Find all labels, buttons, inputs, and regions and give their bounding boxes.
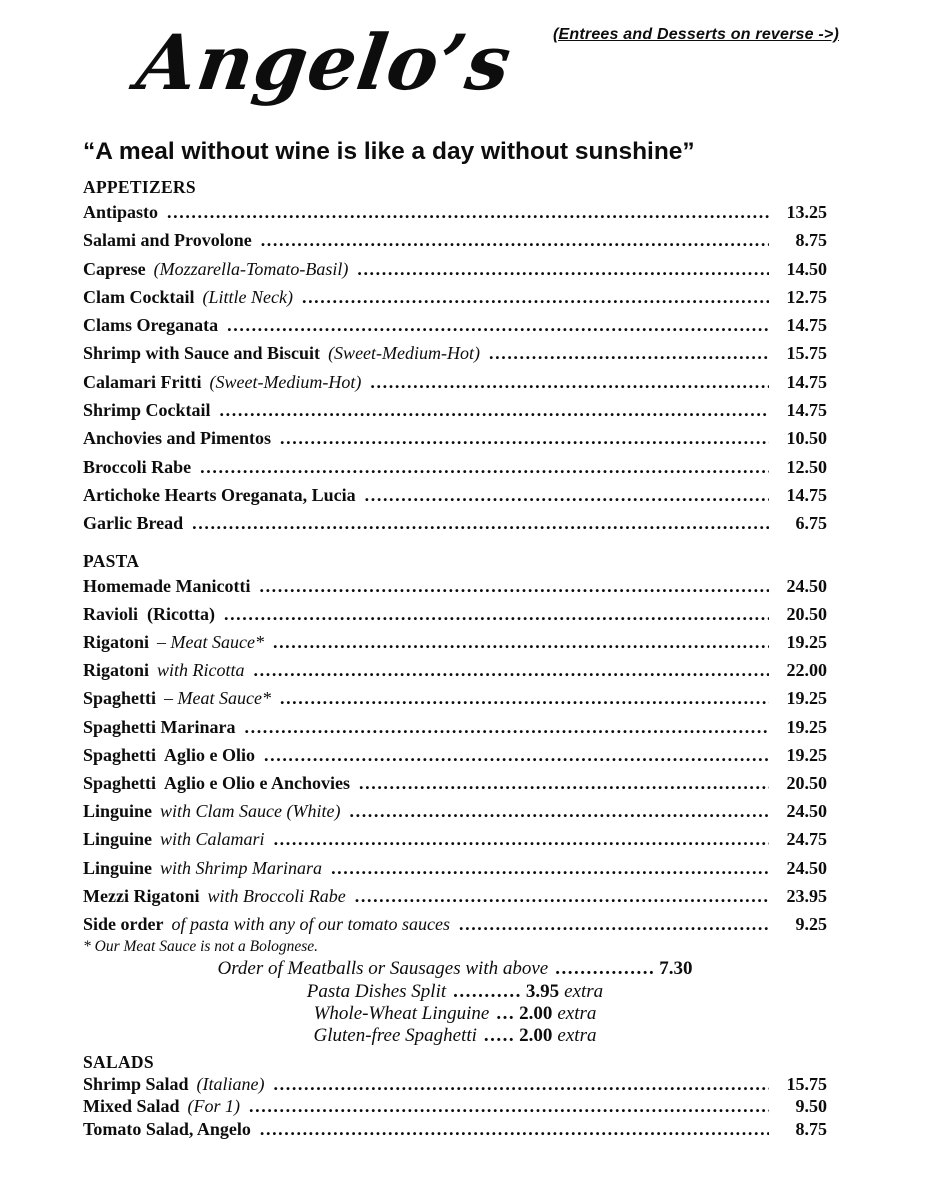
item-price: 6.75 [795,513,827,534]
menu-item-row [83,910,827,938]
menu-item-row [83,741,827,769]
menu-item-row [83,481,827,509]
menu-item-row [83,600,827,628]
extra-label: Pasta Dishes Split [306,980,447,1002]
item-name: Artichoke Hearts Oreganata, Lucia [83,484,356,505]
item-note: with Clam Sauce (White) [160,801,341,822]
extra-price: 7.30 [659,958,693,980]
item-name: Calamari Fritti [83,371,202,392]
item-price: 19.25 [786,716,827,737]
item-name: Spaghetti [83,688,157,709]
item-note: of pasta with any of our tomato sauces [171,914,450,934]
dot-leader [459,910,769,938]
item-price: 8.75 [795,230,827,251]
menu-rows [83,572,827,939]
item-name: Mixed Salad [83,1096,180,1117]
menu-item-row [83,424,827,452]
dot-leader [280,424,769,452]
item-price: 15.75 [786,1073,827,1094]
menu-item-row [83,825,827,853]
menu-sections [83,176,827,1140]
extra-label: Whole-Wheat Linguine [313,1003,490,1025]
item-name: Clam Cocktail [83,286,195,307]
extra-suffix: extra [564,980,604,1002]
dot-leader [274,1073,769,1095]
menu-item-row [83,1095,827,1117]
dot-leader [245,713,770,741]
menu-rows [83,1073,827,1140]
item-note: (Mozzarella-Tomato-Basil) [153,258,349,279]
section-title: APPETIZERS [83,177,196,197]
item-note: (Sweet-Medium-Hot) [209,371,362,392]
item-name: Garlic Bread [83,513,184,534]
item-name: Homemade Manicotti [83,575,251,596]
item-note: (For 1) [187,1096,241,1117]
section-title: SALADS [83,1051,154,1072]
menu-item-row [83,1118,827,1140]
dot-leader [259,572,769,600]
dot-leader [264,741,769,769]
tagline: “A meal without wine is like a day without sunshine” [83,138,695,165]
extra-dot-leader: ........... [453,980,522,1002]
dot-leader [355,882,769,910]
item-price: 19.25 [786,631,827,652]
section-title: PASTA [83,550,140,571]
dot-leader [280,684,769,712]
menu-item-row [83,769,827,797]
item-price: 9.25 [795,914,827,934]
menu-item-row [83,1073,827,1095]
extra-price: 3.95 [525,980,560,1002]
item-name: Linguine [83,801,153,822]
item-name: Salami and Provolone [83,230,252,251]
dot-leader [167,198,769,226]
dot-leader [261,226,769,254]
extra-dot-leader: ................ [555,958,656,980]
dot-leader [365,481,769,509]
item-name: Ravioli (Ricotta) [83,603,215,624]
dot-leader [273,628,769,656]
extra-label: Order of Meatballs or Sausages with above [217,958,549,980]
item-name: Clams Oreganata [83,315,219,336]
dot-leader [302,283,769,311]
dot-leader [254,656,769,684]
menu-content [83,138,827,1140]
extra-price: 2.00 [519,1025,553,1047]
item-name: Linguine [83,829,153,850]
extra-dot-leader: ..... [483,1025,516,1047]
item-price: 20.50 [786,603,827,624]
dot-leader [370,368,769,396]
dot-leader [224,600,769,628]
item-price: 22.00 [786,660,827,681]
item-price: 14.75 [786,400,827,421]
dot-leader [357,255,769,283]
menu-item-row [83,854,827,882]
menu-item-row [83,656,827,684]
dot-leader [227,311,769,339]
item-price: 15.75 [786,343,827,364]
item-price: 24.50 [786,801,827,822]
item-note: – Meat Sauce* [164,688,271,709]
menu-item-row [83,453,827,481]
item-name: Spaghetti Marinara [83,716,236,737]
meat-sauce-footnote: * Our Meat Sauce is not a Bolognese. [83,938,319,956]
item-price: 10.50 [786,428,827,449]
item-price: 12.75 [786,286,827,307]
menu-rows [83,198,827,538]
item-note: (Sweet-Medium-Hot) [328,343,481,364]
item-name: Broccoli Rabe [83,456,192,477]
item-price: 13.25 [786,202,827,222]
item-price: 14.75 [786,371,827,392]
item-name: Shrimp Salad [83,1073,189,1094]
dot-leader [359,769,769,797]
extra-dot-leader: ... [496,1003,516,1025]
item-name: Shrimp with Sauce and Biscuit [83,343,321,364]
menu-item-row [83,311,827,339]
item-price: 19.25 [786,744,827,765]
extra-price: 2.00 [519,1003,553,1025]
item-name: Caprese [83,258,146,279]
item-price: 23.95 [786,885,827,906]
item-name: Anchovies and Pimentos [83,428,272,449]
menu-item-row [83,255,827,283]
item-price: 24.75 [786,829,827,850]
item-note: with Ricotta [157,660,245,681]
pasta-extras [83,958,827,1048]
menu-section-pasta [83,550,827,1048]
item-name: Linguine [83,857,153,878]
item-note: (Italiane) [196,1073,265,1094]
extra-label: Gluten-free Spaghetti [313,1025,477,1047]
item-price: 9.50 [795,1096,827,1117]
item-price: 14.75 [786,484,827,505]
menu-item-row [83,396,827,424]
item-price: 19.25 [786,688,827,709]
item-name: Antipasto [83,202,159,222]
item-price: 24.50 [786,575,827,596]
dot-leader [260,1118,769,1140]
item-price: 24.50 [786,857,827,878]
restaurant-logo: Angelo’s [131,18,517,107]
menu-item-row [83,797,827,825]
item-price: 14.75 [786,315,827,336]
item-note: (Little Neck) [202,286,293,307]
item-note: with Calamari [160,829,265,850]
menu-item-row [83,368,827,396]
item-note: – Meat Sauce* [157,631,264,652]
item-name: Shrimp Cocktail [83,400,211,421]
item-name: Mezzi Rigatoni [83,885,200,906]
item-price: 14.50 [786,258,827,279]
extra-line [83,1025,827,1047]
menu-item-row [83,509,827,537]
item-name: Spaghetti Aglio e Olio [83,744,256,765]
menu-item-row [83,339,827,367]
extra-suffix: extra [557,1025,597,1047]
item-name: Side order [83,914,164,934]
dot-leader [220,396,769,424]
item-name: Spaghetti Aglio e Olio e Anchovies [83,772,351,793]
dot-leader [489,339,769,367]
extra-line [83,981,827,1003]
item-name: Tomato Salad, Angelo [83,1118,251,1139]
menu-item-row [83,283,827,311]
dot-leader [350,797,770,825]
item-note: with Shrimp Marinara [160,857,323,878]
menu-item-row [83,713,827,741]
reverse-note: (Entrees and Desserts on reverse ->) [553,26,839,43]
menu-item-row [83,628,827,656]
menu-item-row [83,882,827,910]
menu-item-row [83,572,827,600]
dot-leader [274,825,769,853]
menu-item-row [83,684,827,712]
menu-section-appetizers [83,176,827,538]
menu-item-row [83,226,827,254]
extra-line [83,1003,827,1025]
dot-leader [192,509,769,537]
dot-leader [200,453,769,481]
item-price: 20.50 [786,772,827,793]
extra-line [83,958,827,980]
dot-leader [249,1095,769,1117]
item-price: 8.75 [795,1118,827,1139]
menu-item-row [83,198,827,226]
item-name: Rigatoni [83,660,150,681]
item-price: 12.50 [786,456,827,477]
item-note: with Broccoli Rabe [207,885,346,906]
menu-section-salads [83,1051,827,1140]
dot-leader [331,854,769,882]
item-name: Rigatoni [83,631,150,652]
extra-suffix: extra [557,1003,597,1025]
